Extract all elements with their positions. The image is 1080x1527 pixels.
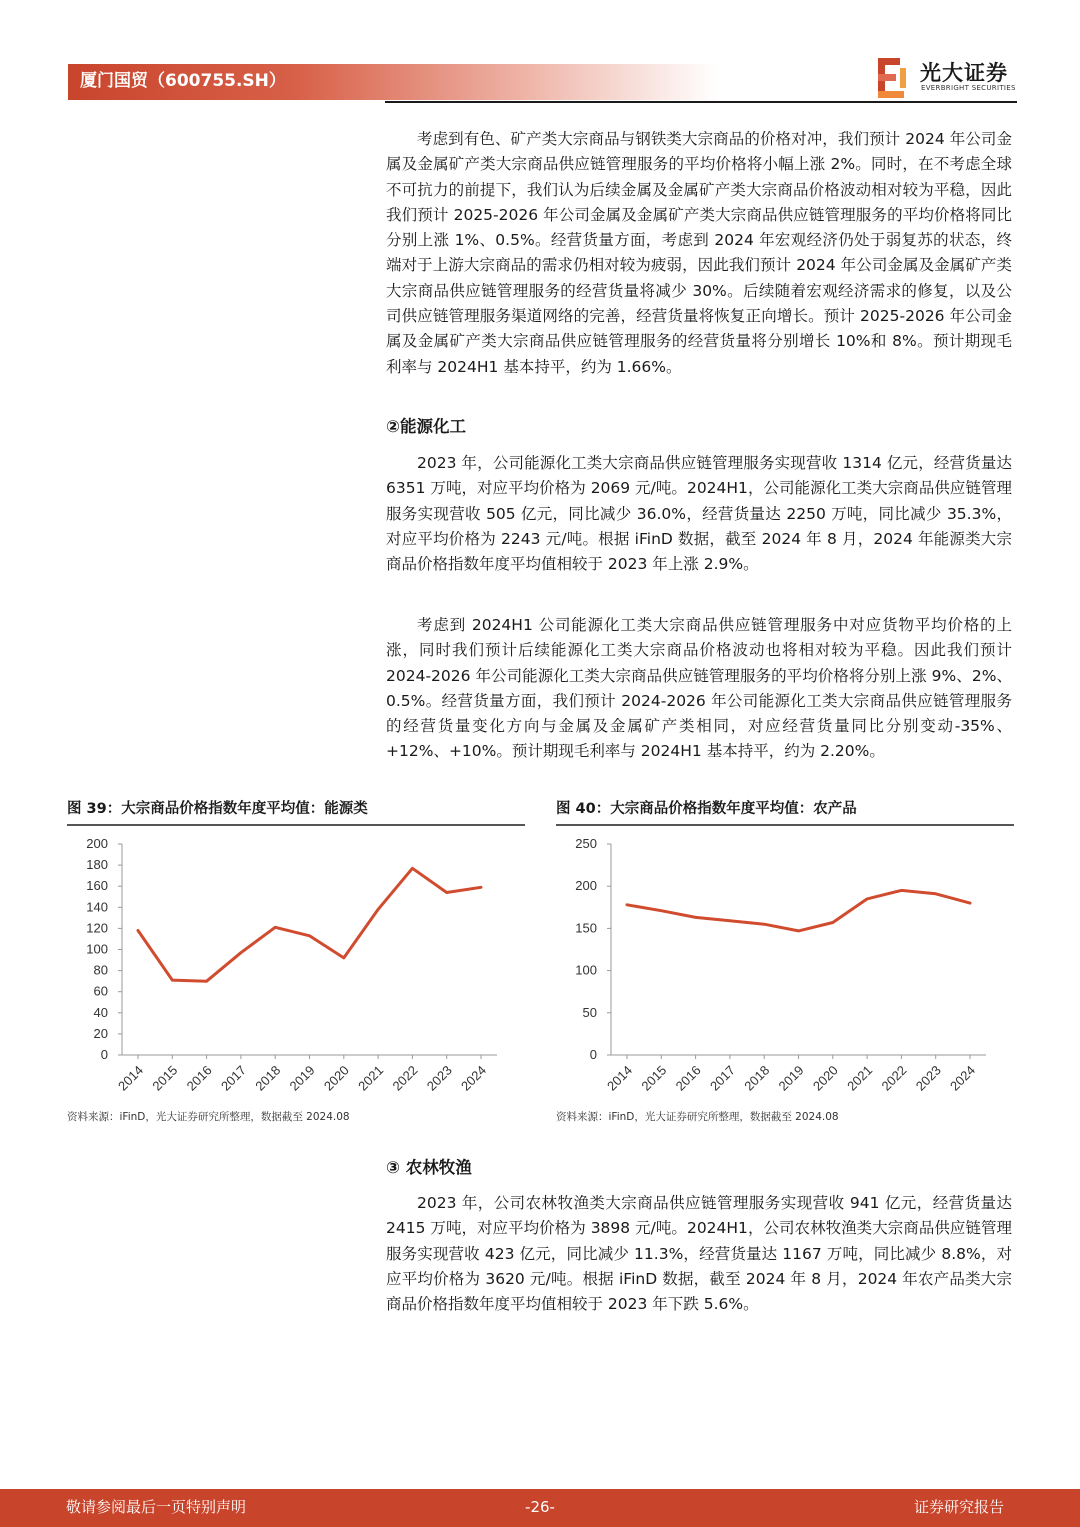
- report-title: 厦门国贸（600755.SH）: [80, 71, 286, 91]
- energy-index-chart: [67, 830, 527, 1110]
- paragraph-2: 2023 年，公司能源化工类大宗商品供应链管理服务实现营收 1314 亿元，经营货量达 6351 万吨，对应平均价格为 2069 元/吨。2024H1，公司能源化工类大宗商品供应链管理服务实现营收 505 亿元，同比减少 36.0%，经营货量达 2250 万吨，同比减少 35.3%，对应平均价格为 2243 元/吨。根据 iFinD 数据，截至 2024 年 8 月，2024 年能源类大宗商品价格指数年度平均值相较于 2023 年上涨 2.9%。: [386, 454, 1012, 574]
- company-logo: [876, 56, 1026, 100]
- figure-40-title: 图 40：大宗商品价格指数年度平均值：农产品: [556, 801, 857, 817]
- x-tick-label: 2024: [947, 1062, 979, 1094]
- figure-39-source: 资料来源：iFinD，光大证券研究所整理，数据截至 2024.08: [67, 1111, 350, 1123]
- x-tick-label: 2018: [741, 1062, 773, 1094]
- section-heading-energy: ②能源化工: [386, 417, 466, 436]
- y-tick-label: 200: [575, 878, 597, 894]
- agri-index-chart: [556, 830, 1016, 1110]
- x-tick-label: 2020: [809, 1062, 841, 1094]
- y-tick-label: 100: [86, 941, 108, 957]
- x-tick-label: 2022: [878, 1062, 910, 1094]
- logo-name: 光大证券: [920, 61, 1008, 85]
- y-tick-label: 150: [575, 920, 597, 936]
- x-tick-label: 2019: [286, 1062, 318, 1094]
- x-tick-label: 2016: [672, 1062, 704, 1094]
- footer-disclaimer: 敬请参阅最后一页特别声明: [66, 1498, 247, 1516]
- x-tick-label: 2020: [320, 1062, 352, 1094]
- section-heading-agri: ③ 农林牧渔: [386, 1158, 472, 1177]
- y-tick-label: 50: [582, 1004, 597, 1020]
- x-tick-label: 2016: [183, 1062, 215, 1094]
- page-number: -26-: [525, 1498, 555, 1516]
- x-tick-label: 2024: [458, 1062, 490, 1094]
- figure-40-rule: [556, 824, 1014, 826]
- logo-subtitle: EVERBRIGHT SECURITIES: [921, 84, 1016, 92]
- paragraph-1: 考虑到有色、矿产类大宗商品与钢铁类大宗商品的价格对冲，我们预计 2024 年公司金属及金属矿产类大宗商品供应链管理服务的平均价格将小幅上涨 2%。同时，在不考虑全球不可抗力的前提下，我们认为后续金属及金属矿产类大宗商品价格波动相对较为平稳，因此我们预计 2025-2026 年公司金属及金属矿产类大宗商品供应链管理服务的平均价格将同比分别上涨 1%、0.5%。经营货量方面，考虑到 2024 年宏观经济仍处于弱复苏的状态，终端对于上游大宗商品的需求仍相对较为疲弱，因此我们预计 2024 年公司金属及金属矿产类大宗商品供应链管理服务的经营货量将减少 30%。后续随着宏观经济需求的修复，以及公司供应链管理服务渠道网络的完善，经营货量将恢复正向增长。预计 2025-2026 年公司金属及金属矿产类大宗商品供应链管理服务的经营货量将分别增长 10%和 8%。预计期现毛利率与 2024H1 基本持平，约为 1.66%。: [386, 130, 1012, 376]
- y-tick-label: 40: [93, 1004, 108, 1020]
- figure-39-rule: [67, 824, 525, 826]
- y-tick-label: 80: [93, 962, 108, 978]
- y-tick-label: 0: [100, 1047, 108, 1062]
- series-line: [138, 868, 481, 981]
- header-divider: [385, 101, 1017, 103]
- y-tick-label: 250: [575, 836, 597, 851]
- footer-report-type: 证券研究报告: [913, 1498, 1004, 1516]
- x-tick-label: 2022: [389, 1062, 421, 1094]
- everbright-logo-icon: [878, 58, 908, 98]
- y-tick-label: 100: [575, 962, 597, 978]
- y-tick-label: 120: [86, 920, 108, 936]
- paragraph-3: 考虑到 2024H1 公司能源化工类大宗商品供应链管理服务中对应货物平均价格的上涨，同时我们预计后续能源化工类大宗商品价格波动也将相对较为平稳。因此我们预计 2024-2026 年公司能源化工类大宗商品供应链管理服务的平均价格将分别上涨 9%、2%、0.5%。经营货量方面，我们预计 2024-2026 年公司能源化工类大宗商品供应链管理服务的经营货量变化方向与金属及金属矿产类相同，对应经营货量同比分别变动-35%、+12%、+10%。预计期现毛利率与 2024H1 基本持平，约为 2.20%。: [386, 616, 1012, 761]
- paragraph-agri: [386, 1191, 1012, 1317]
- x-tick-label: 2017: [706, 1062, 739, 1094]
- x-tick-label: 2014: [604, 1062, 636, 1094]
- x-tick-label: 2023: [423, 1062, 455, 1094]
- x-tick-label: 2018: [252, 1062, 284, 1094]
- y-tick-label: 140: [86, 899, 108, 915]
- y-tick-label: 20: [93, 1025, 108, 1041]
- y-tick-label: 200: [86, 836, 108, 851]
- paragraph-metals: [386, 127, 1012, 380]
- paragraph-4: 2023 年，公司农林牧渔类大宗商品供应链管理服务实现营收 941 亿元，经营货量达 2415 万吨，对应平均价格为 3898 元/吨。2024H1，公司农林牧渔类大宗商品供应链管理服务实现营收 423 亿元，同比减少 11.3%，经营货量达 1167 万吨，同比减少 8.8%，对应平均价格为 3620 元/吨。根据 iFinD 数据，截至 2024 年 8 月，2024 年农产品类大宗商品价格指数年度平均值相较于 2023 年下跌 5.6%。: [386, 1194, 1012, 1314]
- x-tick-label: 2021: [844, 1062, 876, 1094]
- x-tick-label: 2017: [217, 1062, 250, 1094]
- x-tick-label: 2014: [115, 1062, 147, 1094]
- y-tick-label: 180: [86, 857, 108, 873]
- series-line: [627, 890, 970, 931]
- x-tick-label: 2015: [149, 1062, 181, 1094]
- x-tick-label: 2021: [355, 1062, 387, 1094]
- paragraph-energy-1: [386, 451, 1012, 577]
- paragraph-energy-2: [386, 613, 1012, 765]
- y-tick-label: 60: [93, 983, 108, 999]
- x-tick-label: 2015: [638, 1062, 670, 1094]
- y-tick-label: 0: [589, 1047, 597, 1062]
- figure-40-source: 资料来源：iFinD，光大证券研究所整理，数据截至 2024.08: [556, 1111, 839, 1123]
- y-tick-label: 160: [86, 878, 108, 894]
- figure-39-title: 图 39：大宗商品价格指数年度平均值：能源类: [67, 801, 368, 817]
- x-tick-label: 2019: [775, 1062, 807, 1094]
- x-tick-label: 2023: [912, 1062, 944, 1094]
